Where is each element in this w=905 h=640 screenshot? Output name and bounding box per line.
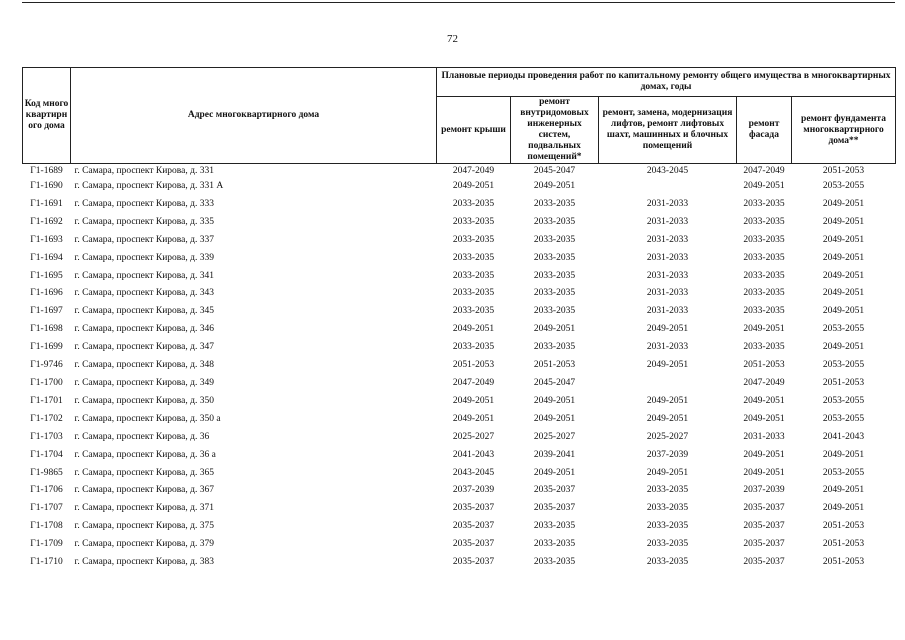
header-foundation: ремонт фундамента многоквартирного дома** [792,97,896,164]
cell-foundation: 2051-2053 [822,377,865,388]
table-row [23,268,896,286]
cell-systems: 2049-2051 [533,181,576,191]
table-row [23,465,896,483]
cell-foundation: 2053-2055 [822,360,865,371]
cell-code: Г1-1699 [30,342,63,353]
table-row [23,214,896,232]
cell-code: Г1-9865 [30,467,63,478]
table-row [23,447,896,465]
cell-roof: 2033-2035 [452,252,495,263]
cell-foundation: 2053-2055 [822,181,865,191]
cell-foundation: 2049-2051 [822,198,865,209]
cell-elevators: 2031-2033 [646,252,689,263]
table-row [23,164,896,179]
cell-facade: 2051-2053 [743,360,785,371]
cell-roof: 2025-2027 [452,431,495,442]
cell-address: г. Самара, проспект Кирова, д. 347 [74,342,214,353]
cell-facade: 2047-2049 [743,377,785,388]
cell-code: Г1-1695 [30,270,63,281]
table-row [23,232,896,250]
cell-systems: 2033-2035 [533,288,576,299]
cell-systems: 2049-2051 [533,467,576,478]
cell-roof: 2043-2045 [452,467,495,478]
cell-roof: 2035-2037 [452,557,495,568]
cell-foundation: 2053-2055 [822,324,865,335]
cell-roof: 2049-2051 [452,181,495,191]
cell-facade: 2035-2037 [743,521,785,532]
cell-code: Г1-1704 [30,449,63,460]
cell-facade: 2033-2035 [743,216,785,227]
header-code: Код многоквартирного дома [23,68,71,164]
cell-facade: 2035-2037 [743,557,785,568]
table-row [23,357,896,375]
cell-foundation: 2051-2053 [822,557,865,568]
table-row [23,321,896,339]
cell-facade: 2049-2051 [743,413,785,424]
table-row [23,482,896,500]
cell-foundation: 2053-2055 [822,467,865,478]
cell-address: г. Самара, проспект Кирова, д. 346 [74,324,214,335]
cell-elevators: 2033-2035 [646,503,689,514]
cell-facade: 2049-2051 [743,449,785,460]
cell-systems: 2033-2035 [533,270,576,281]
cell-roof: 2041-2043 [452,449,495,460]
cell-facade: 2033-2035 [743,288,785,299]
table-row [23,429,896,447]
cell-elevators: 2031-2033 [646,306,689,317]
cell-facade: 2033-2035 [743,234,785,245]
cell-roof: 2051-2053 [452,360,495,371]
cell-elevators: 2031-2033 [646,270,689,281]
cell-systems: 2045-2047 [533,166,576,176]
cell-elevators: 2049-2051 [646,395,689,406]
cell-facade: 2049-2051 [743,467,785,478]
table-row [23,518,896,536]
cell-address: г. Самара, проспект Кирова, д. 341 [74,270,214,281]
table-row [23,411,896,429]
table-body [23,164,896,572]
cell-address: г. Самара, проспект Кирова, д. 337 [74,234,214,245]
header-engineering-systems: ремонт внутридомовых инженерных систем, подвальных помещений* [511,97,599,164]
cell-foundation: 2049-2051 [822,216,865,227]
cell-code: Г1-1710 [30,557,63,568]
table-row [23,339,896,357]
cell-foundation: 2049-2051 [822,503,865,514]
cell-code: Г1-1697 [30,306,63,317]
cell-roof: 2033-2035 [452,342,495,353]
cell-facade: 2049-2051 [743,395,785,406]
table-row [23,303,896,321]
cell-code: Г1-1698 [30,324,63,335]
cell-code: Г1-1709 [30,539,63,550]
cell-foundation: 2049-2051 [822,288,865,299]
cell-code: Г1-1701 [30,395,63,406]
cell-foundation: 2049-2051 [822,234,865,245]
cell-address: г. Самара, проспект Кирова, д. 333 [74,198,214,209]
cell-address: г. Самара, проспект Кирова, д. 345 [74,306,214,317]
cell-foundation: 2049-2051 [822,252,865,263]
cell-foundation: 2051-2053 [822,166,865,176]
cell-code: Г1-1690 [30,181,63,191]
cell-elevators: 2033-2035 [646,539,689,550]
cell-address: г. Самара, проспект Кирова, д. 343 [74,288,214,299]
cell-systems: 2049-2051 [533,413,576,424]
cell-code: Г1-1706 [30,485,63,496]
cell-systems: 2033-2035 [533,198,576,209]
table-row [23,178,896,196]
cell-facade: 2033-2035 [743,198,785,209]
cell-elevators: 2025-2027 [646,431,689,442]
cell-elevators: 2049-2051 [646,324,689,335]
header-roof: ремонт крыши [437,97,511,164]
cell-address: г. Самара, проспект Кирова, д. 348 [74,360,214,371]
cell-systems: 2033-2035 [533,306,576,317]
cell-elevators: 2033-2035 [646,557,689,568]
cell-code: Г1-9746 [30,360,63,371]
cell-elevators: 2031-2033 [646,234,689,245]
cell-elevators: 2031-2033 [646,288,689,299]
cell-elevators: 2033-2035 [646,485,689,496]
cell-elevators: 2033-2035 [646,521,689,532]
cell-roof: 2035-2037 [452,503,495,514]
cell-facade: 2033-2035 [743,306,785,317]
cell-address: г. Самара, проспект Кирова, д. 375 [74,521,214,532]
cell-systems: 2051-2053 [533,360,576,371]
cell-elevators: 2031-2033 [646,198,689,209]
cell-systems: 2049-2051 [533,324,576,335]
cell-systems: 2033-2035 [533,252,576,263]
cell-systems: 2033-2035 [533,521,576,532]
cell-systems: 2033-2035 [533,234,576,245]
cell-roof: 2049-2051 [452,324,495,335]
cell-elevators: 2037-2039 [646,449,689,460]
cell-address: г. Самара, проспект Кирова, д. 36 [74,431,210,442]
cell-foundation: 2051-2053 [822,521,865,532]
cell-address: г. Самара, проспект Кирова, д. 350 а [74,413,221,424]
cell-facade: 2031-2033 [743,431,785,442]
cell-roof: 2033-2035 [452,198,495,209]
cell-facade: 2047-2049 [743,166,785,176]
cell-roof: 2033-2035 [452,288,495,299]
table-row [23,285,896,303]
cell-facade: 2037-2039 [743,485,785,496]
cell-address: г. Самара, проспект Кирова, д. 335 [74,216,214,227]
cell-roof: 2049-2051 [452,413,495,424]
cell-foundation: 2041-2043 [822,431,865,442]
cell-systems: 2045-2047 [533,377,576,388]
cell-address: г. Самара, проспект Кирова, д. 339 [74,252,214,263]
cell-roof: 2033-2035 [452,234,495,245]
cell-facade: 2033-2035 [743,252,785,263]
cell-systems: 2033-2035 [533,557,576,568]
cell-systems: 2049-2051 [533,395,576,406]
cell-foundation: 2049-2051 [822,342,865,353]
cell-foundation: 2053-2055 [822,395,865,406]
cell-roof: 2049-2051 [452,395,495,406]
cell-code: Г1-1696 [30,288,63,299]
cell-address: г. Самара, проспект Кирова, д. 331 А [74,181,224,191]
cell-code: Г1-1700 [30,377,63,388]
cell-elevators: 2031-2033 [646,216,689,227]
cell-roof: 2035-2037 [452,521,495,532]
cell-systems: 2025-2027 [533,431,576,442]
cell-systems: 2033-2035 [533,539,576,550]
cell-foundation: 2049-2051 [822,449,865,460]
table-header [23,68,896,164]
cell-facade: 2049-2051 [743,324,785,335]
cell-code: Г1-1708 [30,521,63,532]
page-number: 72 [447,33,458,45]
cell-code: Г1-1707 [30,503,63,514]
cell-systems: 2035-2037 [533,503,576,514]
cell-facade: 2033-2035 [743,342,785,353]
cell-code: Г1-1694 [30,252,63,263]
table-row [23,393,896,411]
cell-address: г. Самара, проспект Кирова, д. 367 [74,485,214,496]
cell-address: г. Самара, проспект Кирова, д. 36 а [74,449,216,460]
cell-elevators: 2049-2051 [646,467,689,478]
cell-systems: 2033-2035 [533,216,576,227]
cell-code: Г1-1703 [30,431,63,442]
table-row [23,500,896,518]
cell-foundation: 2049-2051 [822,270,865,281]
table-row [23,536,896,554]
cell-foundation: 2051-2053 [822,539,865,550]
cell-elevators: 2031-2033 [646,342,689,353]
top-rule [22,2,895,3]
cell-elevators: 2043-2045 [646,166,689,176]
repair-schedule-table [22,67,896,572]
table-row [23,250,896,268]
cell-roof: 2035-2037 [452,539,495,550]
header-facade: ремонт фасада [737,97,792,164]
cell-address: г. Самара, проспект Кирова, д. 379 [74,539,214,550]
cell-facade: 2049-2051 [743,181,785,191]
cell-elevators: 2049-2051 [646,360,689,371]
cell-address: г. Самара, проспект Кирова, д. 371 [74,503,214,514]
cell-roof: 2033-2035 [452,306,495,317]
cell-code: Г1-1691 [30,198,63,209]
cell-foundation: 2049-2051 [822,306,865,317]
cell-systems: 2039-2041 [533,449,576,460]
cell-address: г. Самара, проспект Кирова, д. 331 [74,166,214,176]
header-elevators: ремонт, замена, модернизация лифтов, ремонт лифтовых шахт, машинных и блочных помещений [599,97,737,164]
cell-address: г. Самара, проспект Кирова, д. 349 [74,377,214,388]
cell-roof: 2047-2049 [452,377,495,388]
header-address: Адрес многоквартирного дома [71,68,437,164]
cell-roof: 2047-2049 [452,166,495,176]
cell-address: г. Самара, проспект Кирова, д. 383 [74,557,214,568]
cell-roof: 2037-2039 [452,485,495,496]
table-row [23,554,896,572]
cell-facade: 2033-2035 [743,270,785,281]
cell-foundation: 2049-2051 [822,485,865,496]
cell-code: Г1-1693 [30,234,63,245]
cell-facade: 2035-2037 [743,539,785,550]
cell-elevators [599,178,737,196]
cell-code: Г1-1702 [30,413,63,424]
cell-code: Г1-1689 [30,166,63,176]
cell-elevators: 2049-2051 [646,413,689,424]
cell-elevators [599,375,737,393]
cell-facade: 2035-2037 [743,503,785,514]
cell-foundation: 2053-2055 [822,413,865,424]
header-planned-periods: Плановые периоды проведения работ по капитальному ремонту общего имущества в многоквартирных домах, годы [437,68,896,97]
cell-code: Г1-1692 [30,216,63,227]
table-row [23,375,896,393]
cell-address: г. Самара, проспект Кирова, д. 365 [74,467,214,478]
cell-roof: 2033-2035 [452,216,495,227]
cell-roof: 2033-2035 [452,270,495,281]
cell-systems: 2035-2037 [533,485,576,496]
cell-systems: 2033-2035 [533,342,576,353]
table-row [23,196,896,214]
cell-address: г. Самара, проспект Кирова, д. 350 [74,395,214,406]
